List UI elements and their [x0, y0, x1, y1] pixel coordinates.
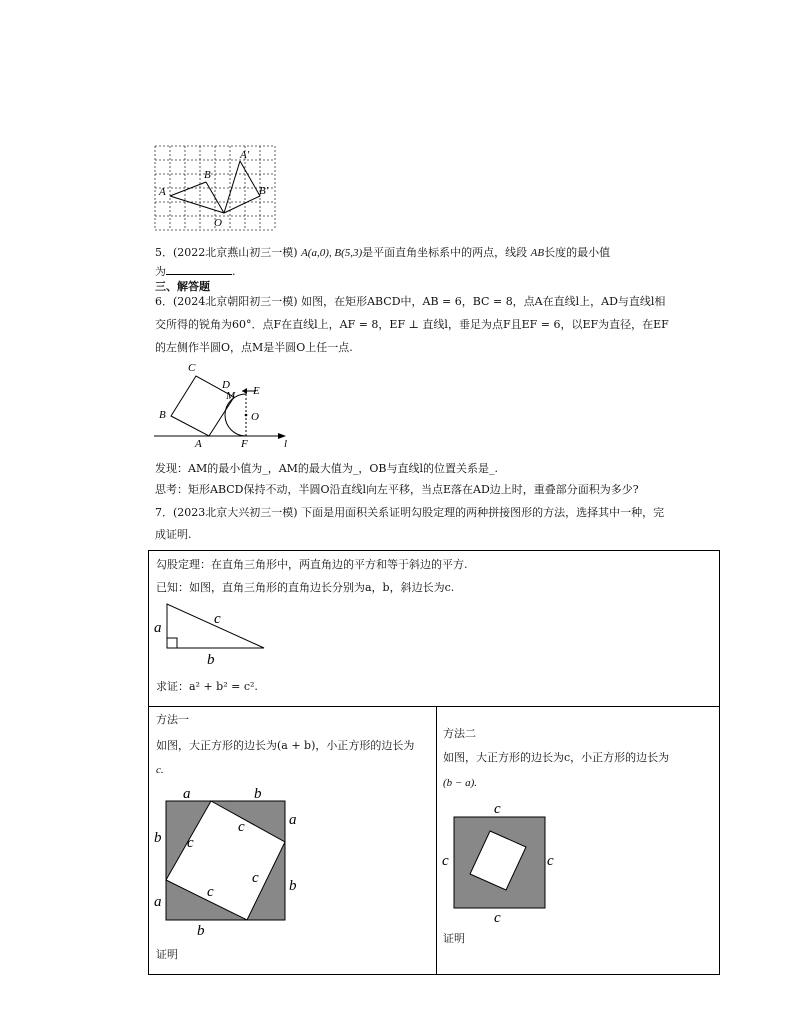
m2-top-c: c [494, 801, 501, 817]
q6-figure [152, 360, 302, 452]
m1-top-a: a [183, 786, 191, 802]
m2-title: 方法二 [443, 727, 476, 740]
right-triangle-figure [150, 600, 270, 670]
m2-line1: 如图，大正方形的边长为c，小正方形的边长为 [443, 751, 670, 764]
q6-think: 思考：矩形ABCD保持不动，半圆O沿直线l向左平移，当点E落在AD边上时，重叠部分面积为多少? [155, 483, 639, 496]
m1-inner-c2: c [187, 835, 194, 851]
q7-line2: 成证明. [155, 528, 192, 541]
label-A: A [159, 186, 166, 198]
m1-top-b: b [254, 786, 262, 802]
m1-left-b: b [154, 830, 162, 846]
q6-line2: 交所得的锐角为60°．点F在直线l上，AF = 8，EF ⊥ 直线l，垂足为点F且EF = 6，以EF为直径，在EF [155, 318, 669, 331]
m1-right-b: b [289, 878, 297, 894]
label-B: B [204, 169, 211, 181]
m1-inner-c1: c [238, 819, 245, 835]
answer-blank[interactable] [166, 263, 232, 275]
m1-line2: c. [156, 764, 164, 776]
q5-line2: 为 . [155, 265, 236, 278]
q6-label-E: E [253, 385, 260, 397]
m1-inner-c3: c [252, 870, 259, 886]
q6-label-O: O [251, 411, 259, 423]
theorem-text: 勾股定理：在直角三角形中，两直角边的平方和等于斜边的平方. [156, 558, 468, 571]
q6-line1: 6．(2024北京朝阳初三一模) 如图，在矩形ABCD中，AB = 6，BC = 8，点A在直线l上，AD与直线l相 [155, 295, 666, 308]
m2-proof: 证明 [443, 932, 465, 945]
m1-proof: 证明 [156, 948, 178, 961]
label-A-prime: A' [240, 149, 250, 161]
tri-label-b: b [207, 652, 215, 668]
m1-inner-c4: c [207, 884, 214, 900]
tri-label-a: a [154, 620, 162, 636]
known-text: 已知：如图，直角三角形的直角边长分别为a，b，斜边长为c. [156, 581, 455, 594]
m2-right-c: c [547, 853, 554, 869]
section-heading: 三、解答题 [155, 280, 210, 293]
q6-label-A: A [195, 438, 202, 450]
m1-title: 方法一 [156, 713, 189, 726]
q7-line1: 7．(2023北京大兴初三一模) 下面是用面积关系证明勾股定理的两种拼接图形的方法，选择其中一种，完 [155, 506, 665, 519]
label-O: O [214, 217, 222, 229]
q6-label-M: M [226, 390, 236, 402]
label-B-prime: B' [259, 185, 269, 197]
m2-left-c: c [442, 853, 449, 869]
q6-label-B: B [159, 409, 166, 421]
m1-left-a: a [154, 894, 162, 910]
q6-label-C: C [188, 362, 196, 374]
tri-label-c: c [214, 611, 221, 627]
m1-bottom-b: b [197, 923, 205, 939]
method2-figure [438, 798, 568, 924]
q5-line1: 5．(2022北京燕山初三一模) A(a,0), B(5,3)是平面直角坐标系中的两点，线段 AB长度的最小值 [155, 246, 611, 259]
method1-figure [150, 784, 310, 940]
q6-label-F: F [241, 438, 248, 450]
q6-label-D: D [222, 379, 230, 391]
prove-text: 求证：a² + b² = c². [156, 680, 258, 693]
m2-line2: (b − a). [443, 777, 477, 789]
q6-find: 发现：AM的最小值为_，AM的最大值为_，OB与直线l的位置关系是_. [155, 462, 499, 475]
m1-right-a: a [289, 812, 297, 828]
q5-grid-figure [154, 144, 278, 232]
q6-label-l: l [284, 438, 288, 450]
q6-line3: 的左侧作半圆O，点M是半圆O上任一点. [155, 341, 353, 354]
m2-bottom-c: c [494, 910, 501, 924]
m1-line1: 如图，大正方形的边长为(a + b)，小正方形的边长为 [156, 739, 415, 752]
